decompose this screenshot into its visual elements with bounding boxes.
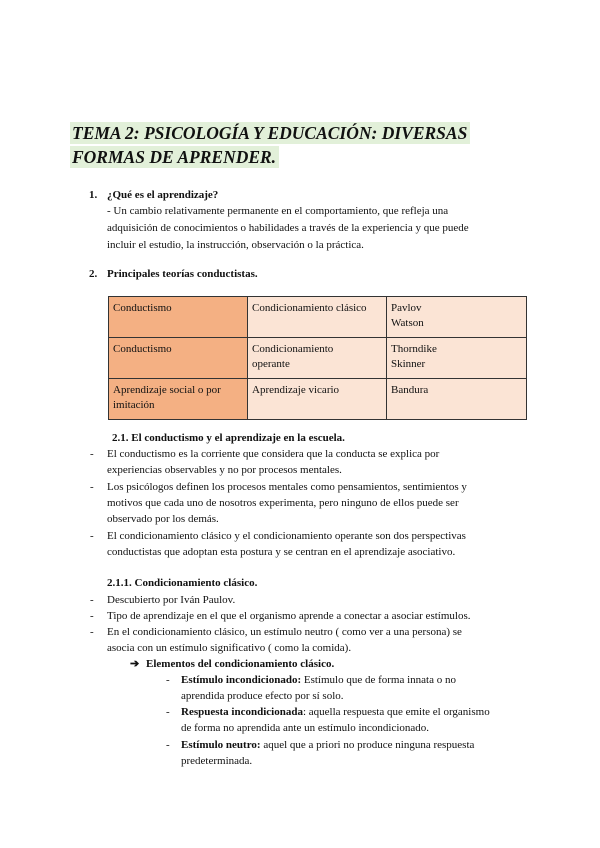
subsection-2-1-heading: 2.1. El conductismo y el aprendizaje en la escuela. [112,432,345,444]
cell-text: Thorndike Skinner [391,343,437,370]
page-title-line-1: TEMA 2: PSICOLOGÍA Y EDUCACIÓN: DIVERSAS [70,122,470,144]
cell-text: Aprendizaje vicario [252,384,340,396]
cell-text: Bandura [391,384,429,396]
cell-text: Conductismo [113,343,172,355]
section-2-number: 2. [89,268,98,280]
cell-text: Pavlov Watson [391,302,424,329]
sub-bullet-dash: - [166,739,170,751]
section-1-line: adquisición de conocimientos o habilidades a través de la experiencia y que puede [107,222,469,234]
element-definition-cont: predeterminada. [181,755,253,767]
bullet-text: Tipo de aprendizaje en el que el organismo aprende a conectar a asociar estímulos. [107,610,471,622]
section-1-number: 1. [89,189,98,201]
element-definition-cont: aprendida produce efecto por sí solo. [181,690,344,702]
bullet-dash: - [90,594,94,606]
table-row [109,379,527,420]
element-definition: Estímulo que de forma innata o no [301,674,456,686]
sub-bullet-dash: - [166,674,170,686]
bullet-text: En el condicionamiento clásico, un estímulo neutro ( como ver a una persona) se [107,626,462,638]
element-definition-cont: de forma no aprendida ante un estímulo incondicionado. [181,722,430,734]
table-cell [387,379,527,420]
page-title-line-2: FORMAS DE APRENDER. [70,146,279,168]
bullet-dash: - [90,481,94,493]
table-cell [248,297,387,338]
element-item [181,672,456,688]
table-row [109,297,527,338]
bullet-text: El condicionamiento clásico y el condicionamiento operante son dos perspectivas [107,530,466,542]
cell-text: Condicionamiento operante [252,343,334,370]
table-row [109,338,527,379]
bullet-dash: - [90,530,94,542]
subsection-2-1-1-heading: 2.1.1. Condicionamiento clásico. [107,577,258,589]
section-2-heading: Principales teorías conductistas. [107,268,258,280]
element-definition: : aquella respuesta que emite el organismo [302,706,490,718]
bullet-text: motivos que cada uno de nosotros experimenta, pero ninguno de ellos puede ser [107,497,459,509]
element-item [181,704,490,720]
element-term: Respuesta incondicionada [181,706,303,718]
element-definition: aquel que a priori no produce ninguna respuesta [260,739,475,751]
bullet-dash: - [90,610,94,622]
bullet-dash: - [90,448,94,460]
bullet-text: observado por los demás. [107,513,219,525]
table-cell [109,297,248,338]
element-term: Estímulo neutro: [181,739,261,751]
element-term: Estímulo incondicionado: [181,674,302,686]
bullet-text: El conductismo es la corriente que considera que la conducta se explica por [107,448,440,460]
bullet-text: asocia con un estímulo significativo ( como la comida). [107,642,352,654]
cell-text: Condicionamiento clásico [252,302,367,314]
bullet-text: experiencias observables y no por procesos mentales. [107,464,342,476]
cell-text: Aprendizaje social o por imitación [113,384,221,411]
table-cell [387,338,527,379]
sub-bullet-dash: - [166,706,170,718]
bullet-dash: - [90,626,94,638]
elements-heading: Elementos del condicionamiento clásico. [146,658,335,670]
section-1-line: incluir el estudio, la instrucción, observación o la práctica. [107,239,364,251]
bullet-text: Los psicólogos definen los procesos mentales como pensamientos, sentimientos y [107,481,467,493]
section-1-line: - Un cambio relativamente permanente en el comportamiento, que refleja una [107,205,449,217]
arrow-right-icon: ➔ [130,658,140,670]
theories-table [108,296,527,420]
bullet-text: Descubierto por Iván Paulov. [107,594,236,606]
cell-text: Conductismo [113,302,172,314]
table-cell [387,297,527,338]
element-item [181,737,474,753]
table-cell [109,379,248,420]
bullet-text: conductistas que adoptan esta postura y se centran en el aprendizaje asociativo. [107,546,456,558]
section-1-heading: ¿Qué es el aprendizaje? [107,189,219,201]
table-cell [248,338,387,379]
table-cell [248,379,387,420]
table-cell [109,338,248,379]
